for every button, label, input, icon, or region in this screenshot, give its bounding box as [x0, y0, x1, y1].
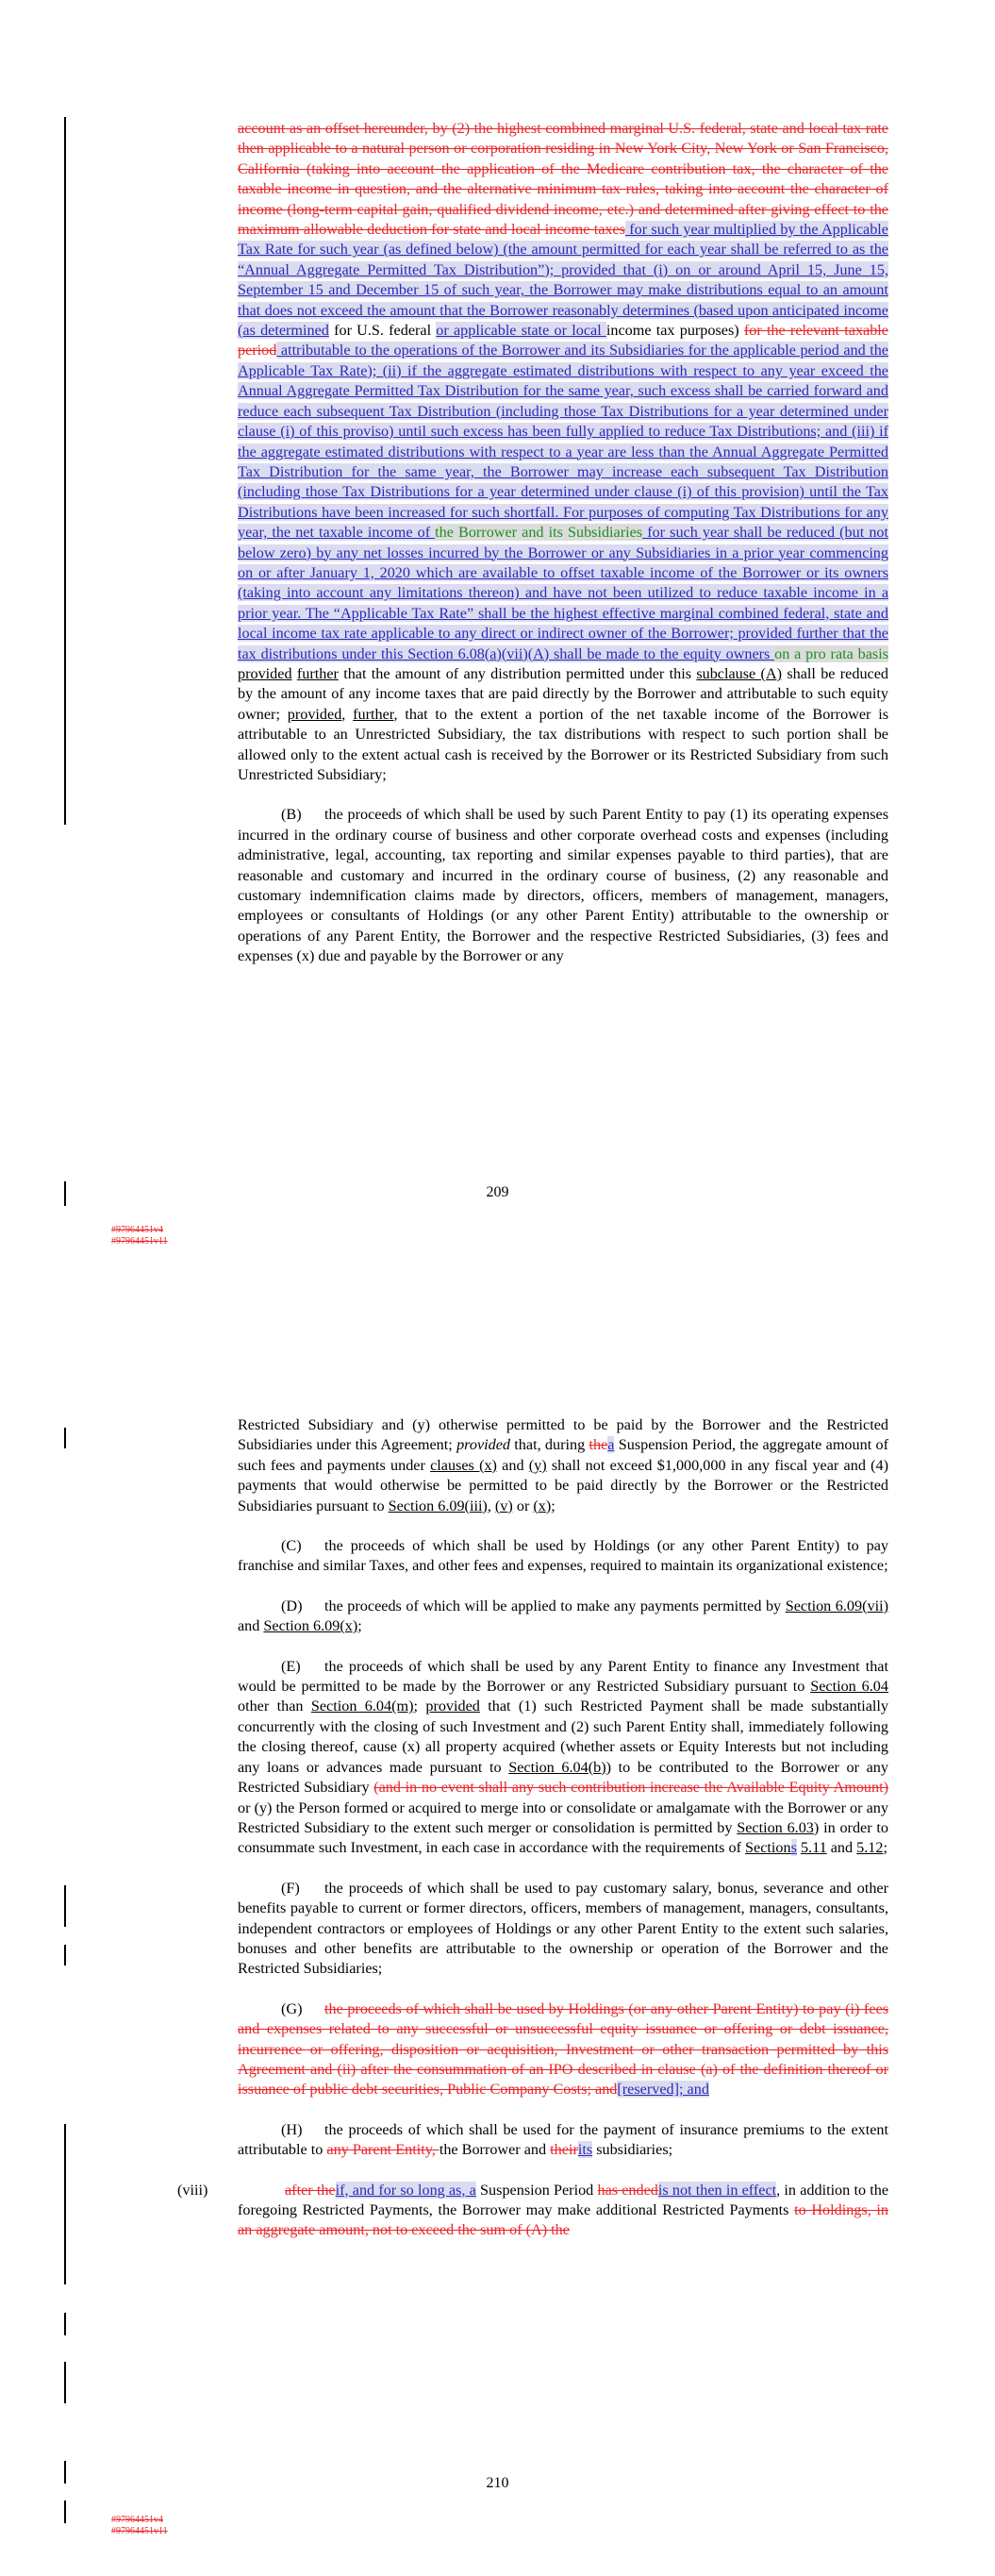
clause-label: (F): [281, 1879, 300, 1897]
inserted-text: or applicable state or local: [436, 322, 606, 340]
defined-term: provided: [425, 1698, 480, 1715]
clause-label: (D): [281, 1597, 303, 1614]
section-reference: Section 6.09(x): [263, 1617, 358, 1635]
inserted-text: its: [577, 2141, 593, 2159]
deleted-text: account as an offset hereunder, by (2) the highest combined marginal U.S. federal, state and local tax rate then applicable to a natural person or corporation residing in New York City, New York or San Francisco, California (taking into account the application of the Medicare contribution tax, the character of the taxable income in question, and the alternative minimum tax rules, taking into account the character of income (long-term capital gain, qualified dividend income, etc.) and determined after giving effect to the maximum allowable deduction for state and local income taxes: [238, 120, 888, 239]
change-bar: [64, 1945, 66, 1965]
change-bar: [64, 2501, 66, 2523]
paragraph-b: [238, 805, 888, 966]
paragraph-b-continued: Restricted Subsidiary and (y) otherwise permitted to be paid by the Borrower and the Restricted Subsidiaries under this Agreement; provided that, during thea Suspension Period, the aggregate amount of such fees and payments under clauses (x) and (y) shall not exceed $1,000,000 in any fiscal year and (4) payments that would otherwise be permitted to be paid directly by the Borrower or the Restricted Subsidiaries pursuant to Section 6.09(iii), (v) or (x);: [238, 1416, 889, 1514]
page-210-body: [177, 1415, 889, 2241]
page-210: [0, 1288, 995, 2576]
paragraph-f: (F) the proceeds of which shall be used to pay customary salary, bonus, severance and other benefits payable to current or former directors, officers, members of management, managers, consultants, independent contractors or employees of Holdings or any other Parent Entity to the extent such salaries, bonuses and other benefits are attributable to the ownership or operation of the Borrower and the Restricted Subsidiaries;: [238, 1879, 888, 1978]
section-reference: (v): [494, 1497, 513, 1514]
section-reference: Section 6.04(m): [310, 1698, 414, 1715]
paragraph-e: (E) the proceeds of which shall be used by any Parent Entity to finance any Investment that would be permitted to be made by the Borrower or any Restricted Subsidiary pursuant to Section 6.04 other than Section 6.04(m); provided that (1) such Restricted Payment shall be made substantially concurrently with the closing of such Investment and (2) such Parent Entity shall, immediately following the closing thereof, cause (x) all property acquired (whether assets or Equity Interests but not including any loans or advances made pursuant to Section 6.04(b)) to be contributed to the Borrower or any Restricted Subsidiary (and in no event shall any such contribution increase the Available Equity Amount) or (y) the Person formed or acquired to merge into or consolidate or amalgamate with the Borrower or any Restricted Subsidiary to the extent such merger or consolidation is permitted by Section 6.03) in order to consummate such Investment, in each case in accordance with the requirements of Sections 5.11 and 5.12;: [238, 1657, 889, 1857]
deleted-text: the proceeds of which shall be used by Holdings (or any other Parent Entity) to pay (i) fees and expenses related to any successful or unsuccessful equity issuance or offering or debt issuance, incurrence or offering, disposition or acquisition, Investment or other transaction permitted by this Agreement and (ii) after the consummation of an IPO described in clause (a) of the definition thereof or issuance of public debt securities, Public Company Costs; and: [238, 1999, 888, 2099]
inserted-text: a: [607, 1436, 615, 1454]
change-bar: [64, 2362, 66, 2403]
paragraph-g: [238, 1999, 888, 2100]
document-footer: #97964451v4 #97964451v11: [111, 1225, 168, 1246]
deleted-text: for the relevant taxable period: [238, 322, 888, 360]
defined-term: provided: [287, 705, 342, 723]
page-209-body: [238, 119, 888, 967]
defined-term: provided: [456, 1436, 511, 1454]
paragraph-viii: (viii) after theif, and for so long as, a Suspension Period has endedis not then in effect, in addition to the foregoing Restricted Payments, the Borrower may make additional Restricted Payments to Holdings, in an aggregate amount, not to exceed the sum of (A) the: [177, 2181, 889, 2239]
body-text: shall be reduced by the amount of any income taxes that are paid directly by the Borrower and attributable to such equity owner;: [238, 664, 889, 723]
change-bar: [64, 2124, 66, 2284]
inserted-text: s: [790, 1839, 797, 1857]
clause-label: (C): [281, 1537, 302, 1555]
page-number: 210: [486, 2475, 509, 2491]
defined-term: further: [353, 705, 394, 723]
paragraph-h: (H) the proceeds of which shall be used for the payment of insurance premiums to the extent attributable to any Parent Entity, the Borrower and theirits subsidiaries;: [238, 2120, 888, 2159]
clause-label: (H): [281, 2120, 303, 2138]
deleted-text: after the: [285, 2181, 336, 2199]
deleted-text: any Parent Entity,: [326, 2141, 439, 2159]
body-text: for U.S. federal: [328, 322, 437, 340]
clause-label: (viii): [177, 2181, 208, 2199]
section-reference: clauses (x): [430, 1456, 497, 1474]
document-footer: #97964451v4 #97964451v11: [111, 2515, 168, 2536]
clause-label: (G): [281, 1999, 303, 2017]
body-text: ,: [341, 705, 354, 723]
inserted-text: for such year shall be reduced (but not below zero) by any net losses incurred by the Borrower or any Subsidiaries in a prior year commencing on or after January 1, 2020 which are available to offset taxable income of the Borrower or its owners (taking into account any limitations thereon) and have not been utilized to reduce taxable income in a prior year. The “Applicable Tax Rate” shall be the highest effective marginal combined federal, state and local income tax rate applicable to any direct or indirect owner of the Borrower; provided further that the tax distributions under this Section 6.08(a)(vii)(A) shall be made to the equity owners: [238, 524, 889, 662]
inserted-text: [reserved]; and: [617, 2081, 709, 2099]
inserted-text: is not then in effect: [657, 2181, 777, 2199]
moved-text: the Borrower and its Subsidiaries: [435, 524, 643, 542]
inserted-text: if, and for so long as, a: [335, 2181, 476, 2199]
paragraph-tax-distribution: [238, 119, 888, 785]
section-reference: (y): [528, 1456, 547, 1474]
deleted-text: the: [589, 1436, 608, 1454]
inserted-text: attributable to the operations of the Borrower and its Subsidiaries for the applicable period and the Applicable Tax Rate); (ii) if the aggregate estimated distributions with respect to any year exceed the Annual Aggregate Permitted Tax Distribution for the same year, such excess shall be carried forward and reduce each subsequent Tax Distribution (including those Tax Distributions for a year determined under clause (i) of this proviso) until such excess has been fully applied to reduce Tax Distributions; and (iii) if the aggregate estimated distributions with respect to a year are less than the Annual Aggregate Permitted Tax Distribution for the same year, the Borrower may increase each subsequent Tax Distribution (including those Tax Distributions for a year determined under clause (i) of this provision) until the Tax Distributions have been increased for such shortfall. For purposes of computing Tax Distributions for any year, the net taxable income of: [238, 342, 888, 542]
paragraph-d: (D) the proceeds of which will be applied to make any payments permitted by Section 6.09(vii) and Section 6.09(x);: [238, 1597, 888, 1635]
body-text: income tax purposes): [605, 322, 744, 340]
defined-term: provided: [238, 664, 292, 682]
section-reference: 5.11: [800, 1839, 827, 1857]
deleted-text: to Holdings, in an aggregate amount, not to exceed the sum of (A) the: [238, 2201, 888, 2239]
section-reference: Section 6.03: [737, 1818, 814, 1836]
deleted-text: (and in no event shall any such contribution increase the Available Equity Amount): [373, 1779, 889, 1797]
section-reference: Section 6.09(iii): [388, 1497, 488, 1514]
section-reference: subclause (A): [696, 664, 783, 682]
section-reference: Section 6.09(vii): [785, 1597, 888, 1614]
section-reference: (x): [533, 1497, 552, 1514]
clause-label: (E): [281, 1657, 301, 1675]
deleted-text: their: [550, 2141, 578, 2159]
section-reference: 5.12: [856, 1839, 884, 1857]
body-text: , that to the extent a portion of the net taxable income of the Borrower is attributable to an Unrestricted Subsidiary, the tax distributions with respect to such portion shall be allowed only to the extent actual cash is received by the Borrower or its Restricted Subsidiary from such Unrestricted Subsidiary;: [238, 705, 889, 783]
moved-text: on a pro rata basis: [774, 644, 888, 662]
defined-term: further: [296, 664, 339, 682]
deleted-text: has ended: [597, 2181, 658, 2199]
paragraph-c: (C) the proceeds of which shall be used by Holdings (or any other Parent Entity) to pay franchise and similar Taxes, and other fees and expenses, required to maintain its organizational existence;: [238, 1537, 888, 1575]
section-reference: Section: [745, 1839, 791, 1857]
change-bar: [64, 1885, 66, 1927]
body-text: that the amount of any distribution permitted under this: [338, 664, 697, 682]
change-bar: [64, 1428, 66, 1448]
change-bar: [64, 117, 66, 825]
inserted-text: for such year multiplied by the Applicable Tax Rate for such year (as defined below) (the amount permitted for each year shall be referred to as the “Annual Aggregate Permitted Tax Distribution”); provided that (i) on or around April 15, June 15, September 15 and December 15 of such year, the Borrower may make distributions equal to an amount that does not exceed the amount that the Borrower reasonably determines (based upon anticipated income (as determined: [238, 221, 888, 340]
section-reference: Section 6.04: [810, 1678, 888, 1696]
change-bar: [64, 2313, 66, 2335]
page-number: 209: [486, 1184, 509, 1200]
section-reference: Section 6.04(b): [508, 1758, 606, 1776]
clause-label: (B): [281, 806, 302, 824]
body-text: the proceeds of which shall be used by such Parent Entity to pay (1) its operating expenses incurred in the ordinary course of business and other corporate overhead costs and expenses (including administrative, legal, accounting, tax reporting and similar expenses payable to third parties), that are reasonable and customary and incurred in the ordinary course of business, (2) any reasonable and customary indemnification claims made by directors, officers, members of management, managers, employees or consultants of Holdings (or any other Parent Entity) attributable to the ownership or operations of any Parent Entity, the Borrower and the respective Restricted Subsidiaries, (3) fees and expenses (x) due and payable by the Borrower or any: [238, 806, 888, 965]
